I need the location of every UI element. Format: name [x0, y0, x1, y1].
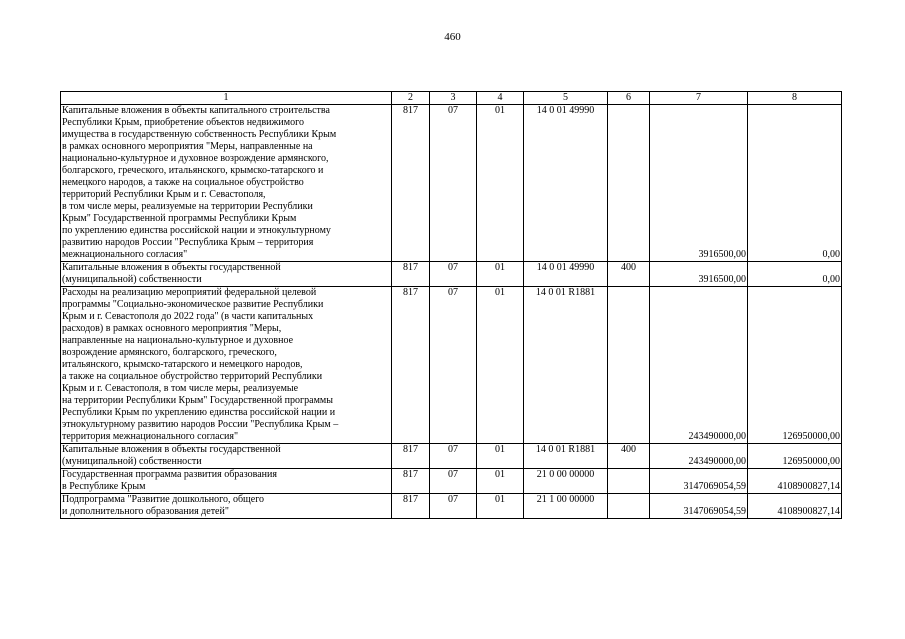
header-cell: 1	[61, 92, 392, 105]
expense-name-line: Республики Крым по укреплению единства российской нации и	[62, 407, 336, 418]
amount-year1-cell: 3916500,00	[650, 105, 748, 262]
expense-name-line: по укреплению единства российской нации и этнокультурному	[62, 225, 331, 236]
header-cell: 7	[650, 92, 748, 105]
expense-name-line: болгарского, греческого, итальянского, крымско-татарского и	[62, 165, 324, 176]
amount-year2-cell: 126950000,00	[748, 444, 842, 469]
section-code-cell: 07	[430, 262, 477, 287]
expense-name-line: Республики Крым, приобретение объектов недвижимого	[62, 117, 304, 128]
target-article-cell: 14 0 01 49990	[524, 262, 608, 287]
table-row	[61, 262, 842, 287]
target-article-cell: 21 1 00 00000	[524, 494, 608, 519]
expense-type-cell	[608, 287, 650, 444]
expense-name-line: а также на социальное обустройство территорий Республики	[62, 371, 323, 382]
expense-name-line: Государственная программа развития образования	[62, 469, 277, 480]
expense-name-cell	[61, 469, 392, 494]
expense-name-line: направленные на национально-культурное и духовное	[62, 335, 294, 346]
table-body	[61, 92, 842, 519]
subsection-code-cell: 01	[477, 105, 524, 262]
expense-name-line: немецкого народов, а также на социальное обустройство	[62, 177, 304, 188]
header-cell: 2	[392, 92, 430, 105]
expense-type-cell	[608, 105, 650, 262]
amount-year2-cell: 126950000,00	[748, 287, 842, 444]
expense-name-line: Капитальные вложения в объекты капитального строительства	[62, 105, 330, 116]
subsection-code-cell: 01	[477, 444, 524, 469]
subsection-code-cell: 01	[477, 469, 524, 494]
header-cell: 8	[748, 92, 842, 105]
expense-name-line: территорий Республики Крым и г. Севастополя,	[62, 189, 266, 200]
section-code-cell: 07	[430, 494, 477, 519]
table-row	[61, 105, 842, 262]
expense-name-line: Крым и г. Севастополя до 2022 года" (в части капитальных	[62, 311, 314, 322]
section-code-cell: 07	[430, 444, 477, 469]
target-article-cell: 14 0 01 R1881	[524, 444, 608, 469]
ministry-code-cell: 817	[392, 105, 430, 262]
header-cell: 4	[477, 92, 524, 105]
table-row	[61, 494, 842, 519]
header-cell: 6	[608, 92, 650, 105]
amount-year1-cell: 3147069054,59	[650, 469, 748, 494]
expense-name-cell	[61, 494, 392, 519]
expense-name-line: территория межнационального согласия"	[62, 431, 239, 442]
expense-name-line: развитию народов России "Республика Крым – территория	[62, 237, 314, 248]
section-code-cell: 07	[430, 105, 477, 262]
amount-year1-cell: 3147069054,59	[650, 494, 748, 519]
target-article-cell: 21 0 00 00000	[524, 469, 608, 494]
expense-name-line: итальянского, крымско-татарского и немецкого народов,	[62, 359, 303, 370]
expense-name-line: Расходы на реализацию мероприятий федеральной целевой	[62, 287, 317, 298]
expense-name-line: в том числе меры, реализуемые на территории Республики	[62, 201, 313, 212]
expense-name-line: этнокультурному развитию народов России "Республика Крым –	[62, 419, 339, 430]
expense-name-line: возрождение армянского, болгарского, греческого,	[62, 347, 277, 358]
amount-year1-cell: 243490000,00	[650, 287, 748, 444]
expense-name-cell	[61, 262, 392, 287]
expense-name-line: Крым и г. Севастополя, в том числе меры, реализуемые	[62, 383, 299, 394]
expense-name-line: Капитальные вложения в объекты государственной	[62, 262, 281, 273]
ministry-code-cell: 817	[392, 494, 430, 519]
expense-name-line: межнационального согласия"	[62, 249, 188, 260]
subsection-code-cell: 01	[477, 262, 524, 287]
header-cell: 3	[430, 92, 477, 105]
table-header-row	[61, 92, 842, 105]
subsection-code-cell: 01	[477, 494, 524, 519]
section-code-cell: 07	[430, 469, 477, 494]
expense-name-line: Крым" Государственной программы Республики Крым	[62, 213, 297, 224]
expense-name-line: программы "Социально-экономическое развитие Республики	[62, 299, 324, 310]
expense-type-cell: 400	[608, 444, 650, 469]
amount-year1-cell: 243490000,00	[650, 444, 748, 469]
amount-year2-cell: 4108900827,14	[748, 494, 842, 519]
expense-name-cell	[61, 105, 392, 262]
expense-name-line: и дополнительного образования детей"	[62, 506, 229, 517]
section-code-cell: 07	[430, 287, 477, 444]
expense-type-cell	[608, 494, 650, 519]
subsection-code-cell: 01	[477, 287, 524, 444]
expense-type-cell	[608, 469, 650, 494]
table-row	[61, 469, 842, 494]
amount-year2-cell: 0,00	[748, 105, 842, 262]
amount-year1-cell: 3916500,00	[650, 262, 748, 287]
expense-name-line: расходов) в рамках основного мероприятия "Меры,	[62, 323, 282, 334]
ministry-code-cell: 817	[392, 262, 430, 287]
expense-name-cell	[61, 444, 392, 469]
amount-year2-cell: 4108900827,14	[748, 469, 842, 494]
expense-name-line: (муниципальной) собственности	[62, 456, 202, 467]
amount-year2-cell: 0,00	[748, 262, 842, 287]
expense-name-line: в Республике Крым	[62, 481, 146, 492]
table-row	[61, 444, 842, 469]
target-article-cell: 14 0 01 49990	[524, 105, 608, 262]
ministry-code-cell: 817	[392, 444, 430, 469]
expense-name-line: в рамках основного мероприятия "Меры, направленные на	[62, 141, 313, 152]
expense-name-line: Подпрограмма "Развитие дошкольного, общего	[62, 494, 265, 505]
expense-name-line: национально-культурное и духовное возрождение армянского,	[62, 153, 329, 164]
expense-type-cell: 400	[608, 262, 650, 287]
expense-name-line: имущества в государственную собственность Республики Крым	[62, 129, 337, 140]
page-number: 460	[444, 31, 461, 43]
header-cell: 5	[524, 92, 608, 105]
target-article-cell: 14 0 01 R1881	[524, 287, 608, 444]
expense-name-line: Капитальные вложения в объекты государственной	[62, 444, 281, 455]
budget-table	[60, 91, 842, 519]
ministry-code-cell: 817	[392, 469, 430, 494]
ministry-code-cell: 817	[392, 287, 430, 444]
expense-name-line: на территории Республики Крым" Государственной программы	[62, 395, 333, 406]
expense-name-cell	[61, 287, 392, 444]
expense-name-line: (муниципальной) собственности	[62, 274, 202, 285]
table-row	[61, 287, 842, 444]
